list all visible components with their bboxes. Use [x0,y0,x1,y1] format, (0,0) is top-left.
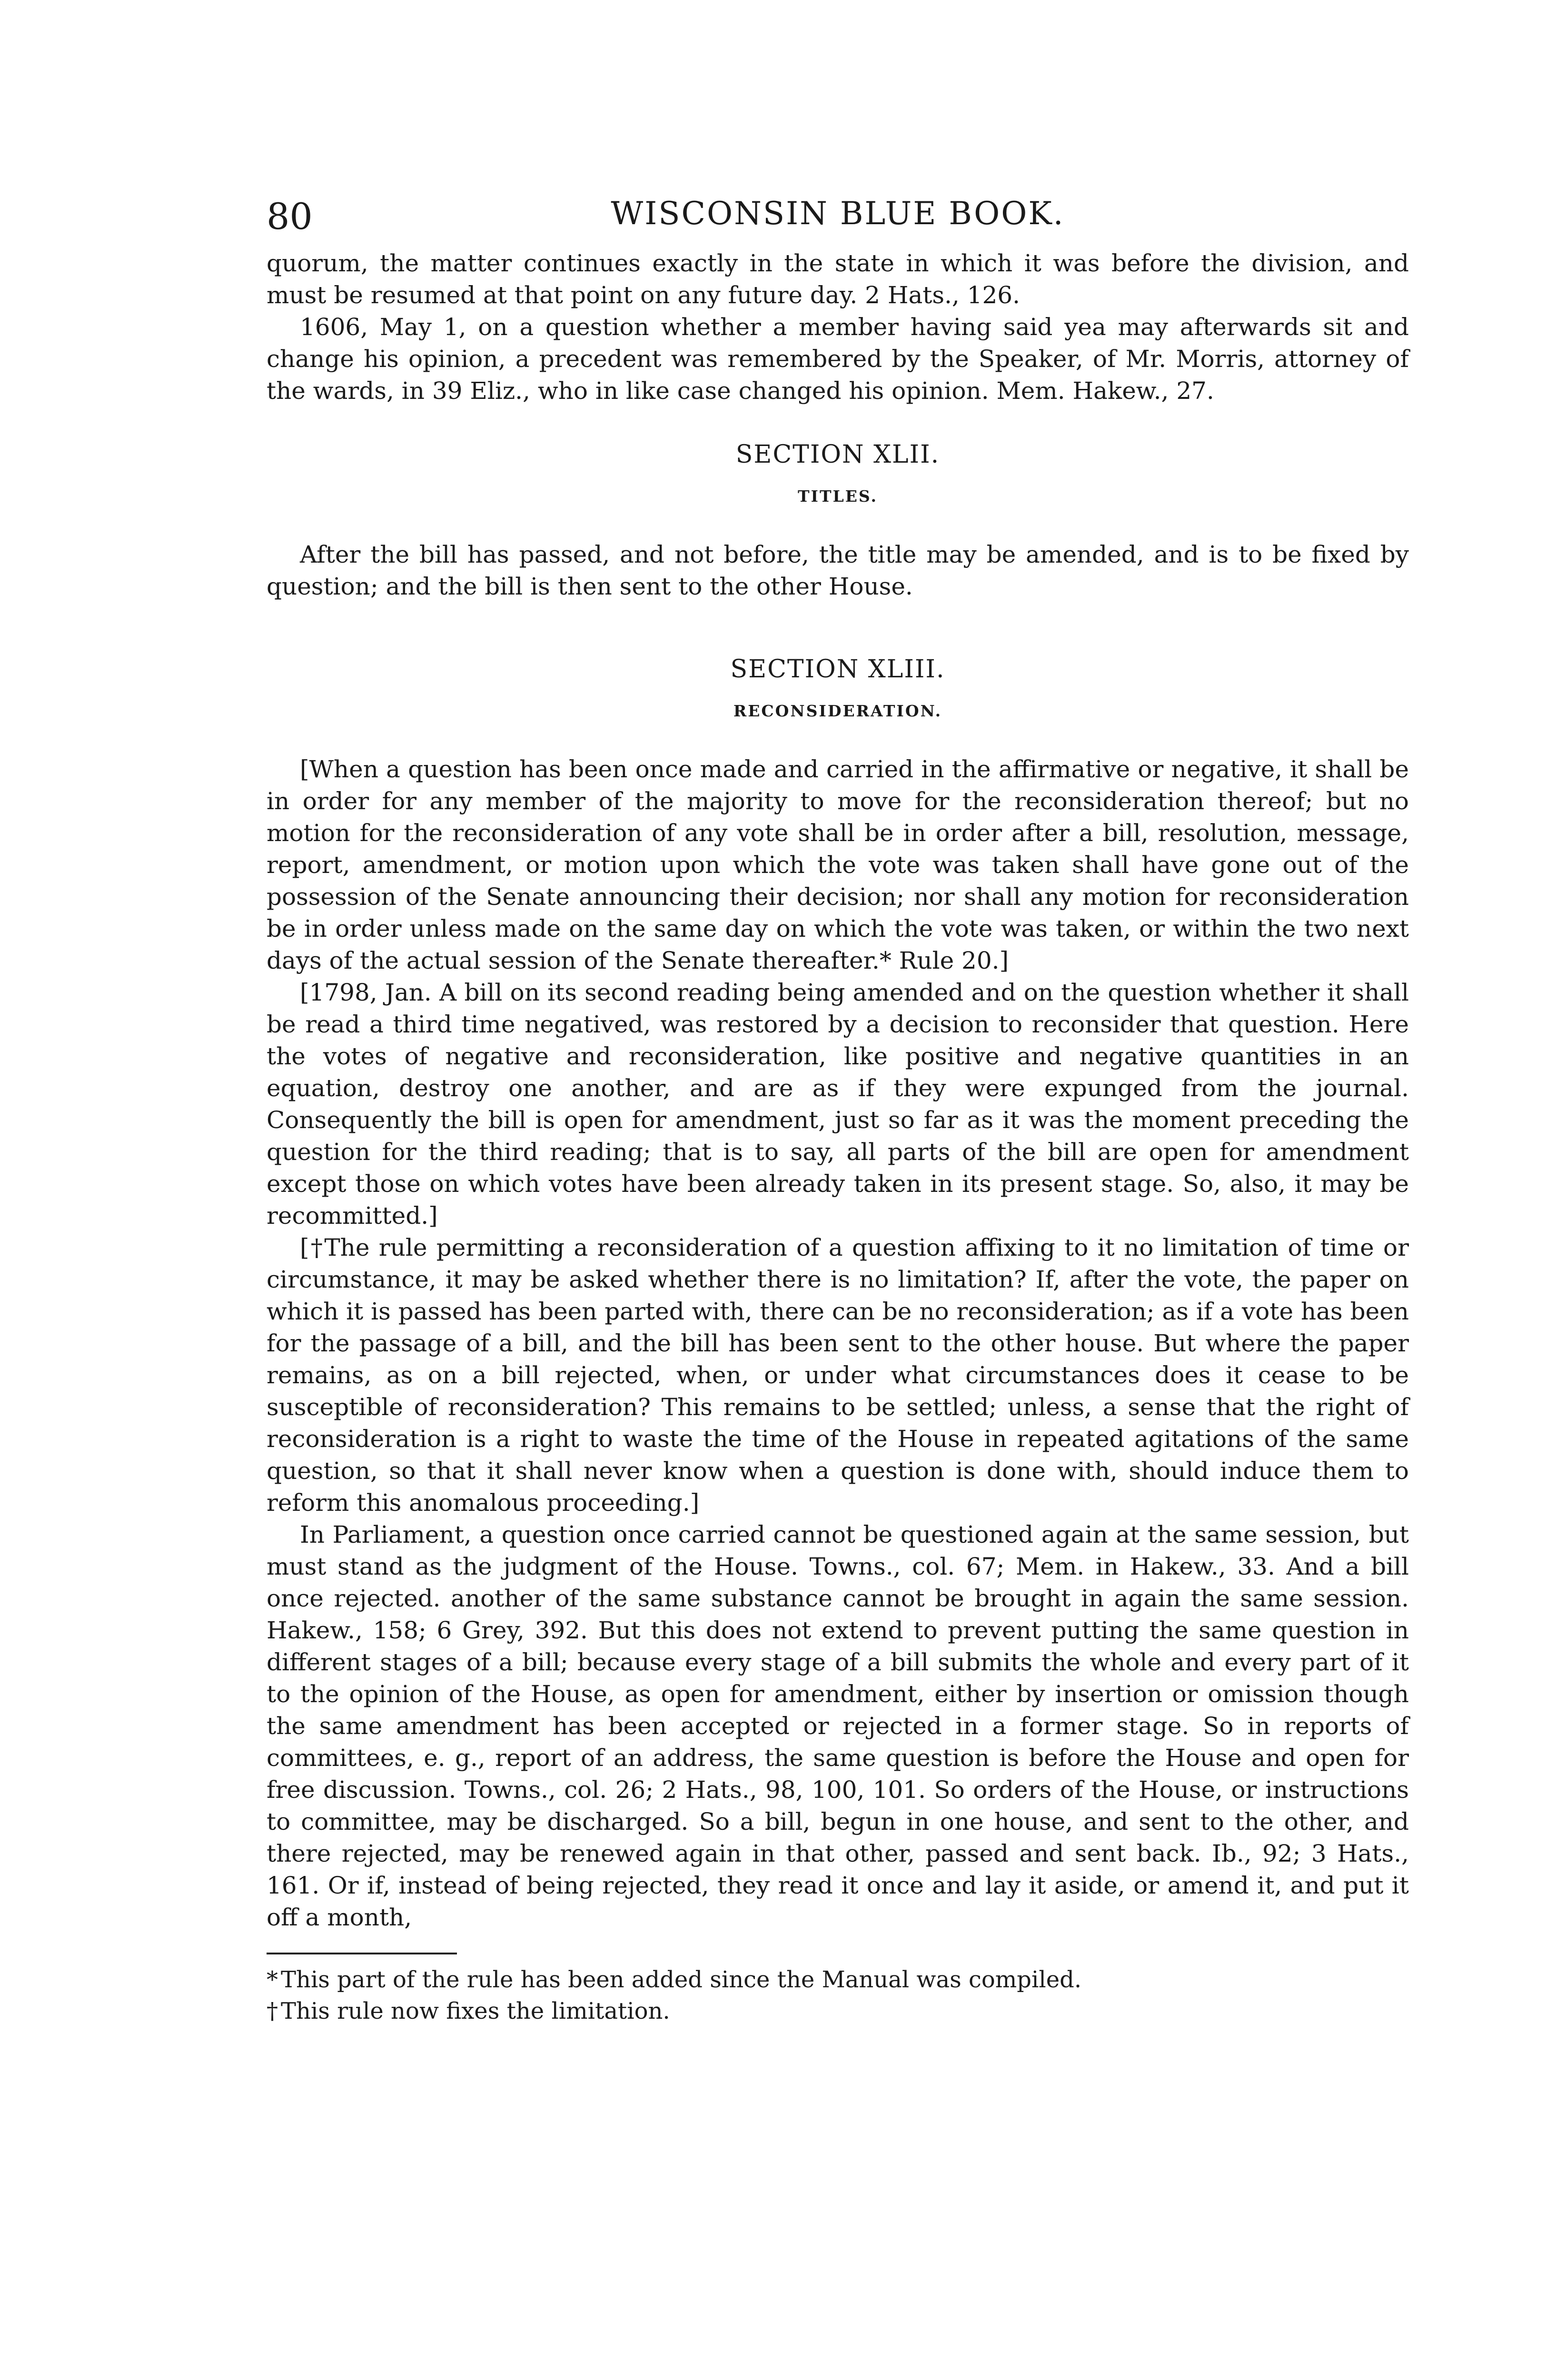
section-42 [267,440,1409,603]
section-heading: SECTION XLII. [735,440,940,469]
section-subheading: TITLES. [797,487,878,506]
footnote [267,1964,1409,1995]
paragraph: In Parliament, a question once carried cannot be questioned again at the same session, but must stand as the judgment of the House. Towns., col. 67; Mem. in Hakew., 33. And a bill once rejected. another of the same substance cannot be brought in again the same session. Hakew., 158; 6 Grey, 392. But this does not extend to prevent putting the same question in different stages of a bill; because every stage of a bill submits the whole and every part of it to the opinion of the House, as open for amendment, either by insertion or omission though the same amendment has been accepted or rejected in a former stage. So in reports of committees, e. g., report of an address, the same question is before the House and open for free discussion. Towns., col. 26; 2 Hats., 98, 100, 101. So orders of the House, or instructions to committee, may be discharged. So a bill, begun in one house, and sent to the other, and there rejected, may be renewed again in that other, passed and sent back. Ib., 92; 3 Hats., 161. Or if, instead of being rejected, they read it once and lay it aside, or amend it, and put it off a month, [267,1521,1409,1931]
paragraph: [†The rule permitting a reconsideration of a question affixing to it no limitation of time or circumstance, it may be asked whether there is no limitation? If, after the vote, the paper on which it is passed has been parted with, there can be no reconsideration; as if a vote has been for the passage of a bill, and the bill has been sent to the other house. But where the paper remains, as on a bill rejected, when, or under what circumstances does it cease to be susceptible of reconsideration? This remains to be settled; unless, a sense that the right of reconsideration is a right to waste the time of the House in repeated agitations of the same question, so that it shall never know when a question is done with, should induce them to reform this anomalous proceeding.] [267,1234,1409,1517]
intro-text [267,248,1409,407]
footnote-divider [267,1953,457,1954]
paragraph: quorum, the matter continues exactly in the state in which it was before the division, and must be resumed at that point on any future day. 2 Hats., 126. [267,249,1409,309]
section-heading: SECTION XLIII. [730,655,945,684]
section-43 [267,655,1409,1934]
footnote-mark: * [267,1966,278,1993]
page-header [267,181,1409,248]
footnote [267,1995,1409,2027]
paragraph: [When a question has been once made and carried in the affirmative or negative, it shall be in order for any member of the majority to move for the reconsideration thereof; but no motion for the reconsideration of any vote shall be in order after a bill, resolution, message, report, amendment, or motion upon which the vote was taken shall have gone out of the possession of the Senate announcing their decision; nor shall any motion for reconsideration be in order unless made on the same day on which the vote was taken, or within the two next days of the actual session of the Senate thereafter.* Rule 20.] [267,755,1409,974]
book-page [267,181,1409,2027]
footnote-text: This part of the rule has been added since the Manual was compiled. [281,1966,1082,1993]
footnotes [267,1964,1409,2027]
footnote-mark: † [267,1998,278,2024]
running-title: WISCONSIN BLUE BOOK. [611,195,1065,232]
page-number: 80 [267,195,313,238]
paragraph: After the bill has passed, and not before, the title may be amended, and is to be fixed by question; and the bill is then sent to the other House. [267,541,1409,600]
footnote-text: This rule now fixes the limitation. [281,1998,670,2024]
section-subheading: RECONSIDERATION. [733,702,942,720]
paragraph: [1798, Jan. A bill on its second reading being amended and on the question whether it shall be read a third time negatived, was restored by a decision to reconsider that question. Here the votes of negative and reconsideration, like positive and negative quantities in an equation, destroy one another, and are as if they were expunged from the journal. Consequently the bill is open for amendment, just so far as it was the moment preceding the question for the third reading; that is to say, all parts of the bill are open for amendment except those on which votes have been already taken in its present stage. So, also, it may be recommitted.] [267,979,1409,1230]
paragraph: 1606, May 1, on a question whether a member having said yea may afterwards sit and change his opinion, a precedent was remembered by the Speaker, of Mr. Morris, attorney of the wards, in 39 Eliz., who in like case changed his opinion. Mem. Hakew., 27. [267,313,1409,405]
